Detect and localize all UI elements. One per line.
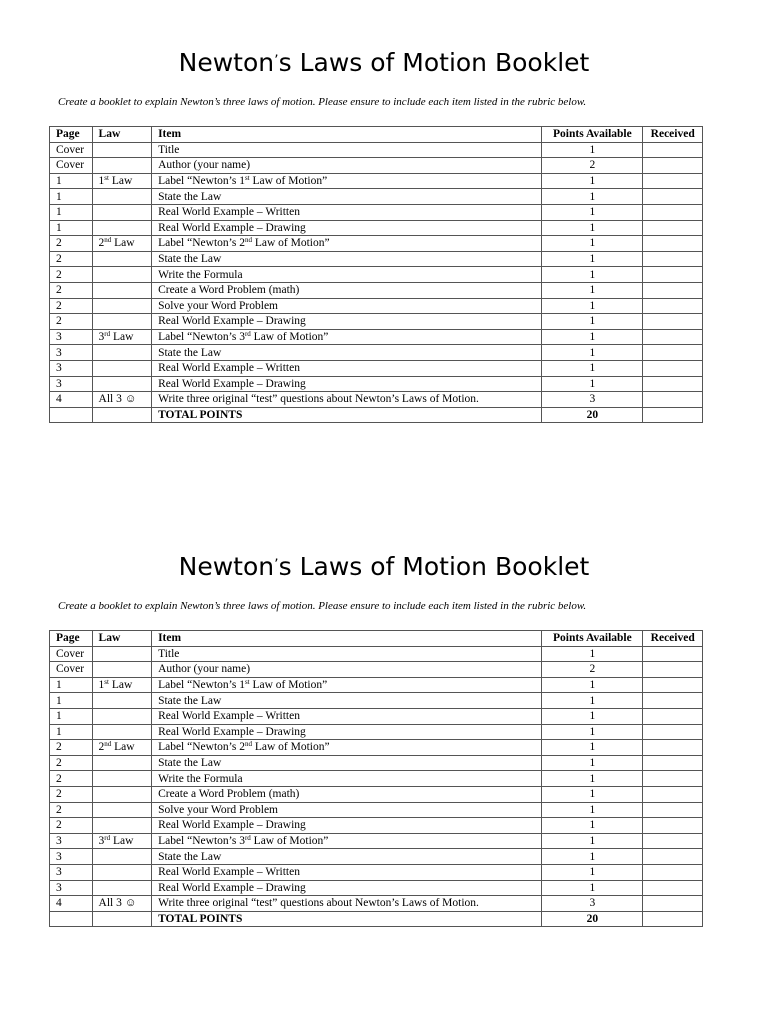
- cell-law: [92, 693, 152, 709]
- cell-received: [643, 298, 703, 314]
- table-row: [50, 267, 703, 283]
- cell-law: [92, 142, 152, 158]
- column-header-law: Law: [92, 127, 152, 143]
- intro-text: Create a booklet to explain Newton’s three laws of motion. Please ensure to include each item listed in the rubric below.: [58, 600, 587, 612]
- page-title: Newton’s Laws of Motion Booklet: [178, 48, 590, 77]
- table-row: [50, 345, 703, 361]
- cell-received: [643, 802, 703, 818]
- table-row: [50, 771, 703, 787]
- total-points: 20: [542, 911, 643, 927]
- cell-law: All 3 ☺: [92, 896, 152, 912]
- column-header-received: Received: [643, 127, 703, 143]
- cell-page: 1: [50, 693, 93, 709]
- cell-page: 3: [50, 849, 93, 865]
- cell-page: 2: [50, 236, 93, 252]
- cell-law: [92, 864, 152, 880]
- cell-law: [92, 204, 152, 220]
- table-row: [50, 189, 703, 205]
- cell-law: All 3 ☺: [92, 392, 152, 408]
- cell-law: [92, 345, 152, 361]
- cell-item: Real World Example – Drawing: [152, 314, 542, 330]
- booklet-2: [0, 547, 768, 925]
- cell-page: Cover: [50, 662, 93, 678]
- cell-page: Cover: [50, 646, 93, 662]
- cell-page: Cover: [50, 158, 93, 174]
- table-row: [50, 818, 703, 834]
- table-row: [50, 158, 703, 174]
- cell-received: [643, 267, 703, 283]
- cell-item: Label “Newton’s 2nd Law of Motion”: [152, 740, 542, 756]
- cell-law: [92, 911, 152, 927]
- cell-received: [643, 786, 703, 802]
- table-row: [50, 251, 703, 267]
- cell-received: [643, 708, 703, 724]
- column-header-item: Item: [152, 631, 542, 647]
- cell-received: [643, 173, 703, 189]
- cell-received: [643, 314, 703, 330]
- cell-item: State the Law: [152, 189, 542, 205]
- cell-page: 3: [50, 329, 93, 345]
- column-header-item: Item: [152, 127, 542, 143]
- cell-law: [92, 376, 152, 392]
- cell-page: 1: [50, 189, 93, 205]
- cell-page: 2: [50, 786, 93, 802]
- cell-points: 1: [542, 298, 643, 314]
- total-label: TOTAL POINTS: [152, 407, 542, 423]
- cell-points: 1: [542, 724, 643, 740]
- cell-points: 1: [542, 376, 643, 392]
- cell-law: [92, 282, 152, 298]
- table-row: [50, 142, 703, 158]
- cell-page: 2: [50, 282, 93, 298]
- cell-law: [92, 220, 152, 236]
- rubric-table: [49, 630, 703, 927]
- cell-received: [643, 833, 703, 849]
- cell-points: 3: [542, 392, 643, 408]
- cell-item: Real World Example – Written: [152, 864, 542, 880]
- cell-page: 2: [50, 802, 93, 818]
- cell-page: 1: [50, 708, 93, 724]
- cell-page: 2: [50, 818, 93, 834]
- cell-law: [92, 251, 152, 267]
- cell-points: 1: [542, 786, 643, 802]
- cell-received: [643, 220, 703, 236]
- cell-page: 4: [50, 896, 93, 912]
- cell-points: 1: [542, 173, 643, 189]
- cell-points: 1: [542, 740, 643, 756]
- cell-law: [92, 708, 152, 724]
- booklet-1: [0, 43, 768, 421]
- cell-received: [643, 282, 703, 298]
- cell-received: [643, 662, 703, 678]
- cell-item: Real World Example – Written: [152, 204, 542, 220]
- cell-page: 2: [50, 755, 93, 771]
- table-row: [50, 204, 703, 220]
- cell-item: Title: [152, 142, 542, 158]
- cell-points: 1: [542, 864, 643, 880]
- rubric-table: [49, 126, 703, 423]
- total-points: 20: [542, 407, 643, 423]
- table-row: [50, 392, 703, 408]
- cell-law: 3rd Law: [92, 329, 152, 345]
- cell-page: [50, 407, 93, 423]
- cell-item: Real World Example – Written: [152, 708, 542, 724]
- table-row: [50, 298, 703, 314]
- cell-law: 2nd Law: [92, 740, 152, 756]
- cell-item: Label “Newton’s 3rd Law of Motion”: [152, 329, 542, 345]
- cell-points: 1: [542, 771, 643, 787]
- column-header-page: Page: [50, 127, 93, 143]
- cell-page: Cover: [50, 142, 93, 158]
- cell-points: 1: [542, 282, 643, 298]
- cell-item: Write the Formula: [152, 771, 542, 787]
- cell-received: [643, 911, 703, 927]
- cell-law: 1st Law: [92, 677, 152, 693]
- cell-received: [643, 880, 703, 896]
- cell-received: [643, 818, 703, 834]
- table-header-row: [50, 631, 703, 647]
- cell-page: 1: [50, 173, 93, 189]
- table-row: [50, 376, 703, 392]
- cell-points: 1: [542, 849, 643, 865]
- cell-item: Solve your Word Problem: [152, 298, 542, 314]
- cell-received: [643, 158, 703, 174]
- cell-points: 1: [542, 220, 643, 236]
- cell-item: Real World Example – Drawing: [152, 880, 542, 896]
- cell-points: 1: [542, 693, 643, 709]
- cell-points: 1: [542, 646, 643, 662]
- cell-item: Write three original “test” questions about Newton’s Laws of Motion.: [152, 896, 542, 912]
- cell-item: Real World Example – Drawing: [152, 818, 542, 834]
- cell-page: 2: [50, 740, 93, 756]
- table-row: [50, 724, 703, 740]
- cell-points: 1: [542, 329, 643, 345]
- cell-received: [643, 677, 703, 693]
- cell-page: 4: [50, 392, 93, 408]
- cell-law: [92, 267, 152, 283]
- cell-received: [643, 329, 703, 345]
- cell-item: Title: [152, 646, 542, 662]
- cell-points: 1: [542, 345, 643, 361]
- table-row: [50, 173, 703, 189]
- cell-received: [643, 392, 703, 408]
- cell-item: Real World Example – Written: [152, 360, 542, 376]
- cell-page: 2: [50, 267, 93, 283]
- cell-points: 1: [542, 236, 643, 252]
- cell-received: [643, 646, 703, 662]
- intro-text: Create a booklet to explain Newton’s three laws of motion. Please ensure to include each item listed in the rubric below.: [58, 96, 587, 108]
- cell-points: 1: [542, 833, 643, 849]
- cell-received: [643, 740, 703, 756]
- cell-item: State the Law: [152, 251, 542, 267]
- table-row: [50, 677, 703, 693]
- table-row: [50, 220, 703, 236]
- cell-page: 1: [50, 724, 93, 740]
- table-row: [50, 314, 703, 330]
- cell-item: Label “Newton’s 3rd Law of Motion”: [152, 833, 542, 849]
- table-row: [50, 740, 703, 756]
- cell-points: 1: [542, 818, 643, 834]
- table-row: [50, 360, 703, 376]
- cell-received: [643, 864, 703, 880]
- table-row: [50, 282, 703, 298]
- cell-points: 1: [542, 267, 643, 283]
- cell-page: [50, 911, 93, 927]
- cell-law: [92, 724, 152, 740]
- cell-points: 1: [542, 251, 643, 267]
- table-row: [50, 755, 703, 771]
- cell-points: 1: [542, 880, 643, 896]
- cell-item: Author (your name): [152, 662, 542, 678]
- cell-points: 1: [542, 204, 643, 220]
- cell-law: [92, 360, 152, 376]
- cell-received: [643, 251, 703, 267]
- column-header-law: Law: [92, 631, 152, 647]
- table-row: [50, 802, 703, 818]
- cell-item: Solve your Word Problem: [152, 802, 542, 818]
- column-header-page: Page: [50, 631, 93, 647]
- cell-received: [643, 849, 703, 865]
- cell-points: 3: [542, 896, 643, 912]
- cell-points: 2: [542, 158, 643, 174]
- cell-points: 1: [542, 314, 643, 330]
- cell-received: [643, 693, 703, 709]
- cell-received: [643, 755, 703, 771]
- cell-law: [92, 189, 152, 205]
- table-row: [50, 662, 703, 678]
- cell-received: [643, 360, 703, 376]
- cell-received: [643, 724, 703, 740]
- cell-item: Write three original “test” questions about Newton’s Laws of Motion.: [152, 392, 542, 408]
- cell-item: Real World Example – Drawing: [152, 724, 542, 740]
- table-row: [50, 880, 703, 896]
- cell-page: 2: [50, 771, 93, 787]
- cell-received: [643, 771, 703, 787]
- cell-law: [92, 771, 152, 787]
- column-header-received: Received: [643, 631, 703, 647]
- cell-points: 2: [542, 662, 643, 678]
- table-row: [50, 693, 703, 709]
- cell-page: 2: [50, 314, 93, 330]
- cell-item: Create a Word Problem (math): [152, 282, 542, 298]
- cell-received: [643, 345, 703, 361]
- cell-page: 1: [50, 677, 93, 693]
- cell-item: Real World Example – Drawing: [152, 376, 542, 392]
- cell-page: 3: [50, 864, 93, 880]
- cell-received: [643, 376, 703, 392]
- cell-law: [92, 662, 152, 678]
- cell-law: 3rd Law: [92, 833, 152, 849]
- cell-page: 1: [50, 204, 93, 220]
- cell-page: 1: [50, 220, 93, 236]
- cell-points: 1: [542, 360, 643, 376]
- cell-page: 3: [50, 360, 93, 376]
- cell-received: [643, 407, 703, 423]
- column-header-points: Points Available: [542, 631, 643, 647]
- cell-item: State the Law: [152, 849, 542, 865]
- table-header-row: [50, 127, 703, 143]
- cell-law: [92, 818, 152, 834]
- table-row: [50, 646, 703, 662]
- cell-law: [92, 802, 152, 818]
- cell-points: 1: [542, 142, 643, 158]
- cell-law: [92, 755, 152, 771]
- table-row: [50, 833, 703, 849]
- cell-received: [643, 142, 703, 158]
- cell-page: 2: [50, 298, 93, 314]
- cell-law: [92, 407, 152, 423]
- column-header-points: Points Available: [542, 127, 643, 143]
- cell-item: Write the Formula: [152, 267, 542, 283]
- cell-law: 2nd Law: [92, 236, 152, 252]
- cell-item: State the Law: [152, 693, 542, 709]
- cell-points: 1: [542, 189, 643, 205]
- cell-received: [643, 236, 703, 252]
- page-title: Newton’s Laws of Motion Booklet: [178, 552, 590, 581]
- cell-law: [92, 314, 152, 330]
- cell-page: 3: [50, 345, 93, 361]
- table-row: [50, 849, 703, 865]
- total-row: [50, 911, 703, 927]
- cell-page: 2: [50, 251, 93, 267]
- cell-law: [92, 158, 152, 174]
- cell-law: [92, 880, 152, 896]
- cell-item: Real World Example – Drawing: [152, 220, 542, 236]
- table-row: [50, 786, 703, 802]
- cell-page: 3: [50, 376, 93, 392]
- cell-item: Label “Newton’s 1st Law of Motion”: [152, 677, 542, 693]
- cell-page: 3: [50, 833, 93, 849]
- cell-law: 1st Law: [92, 173, 152, 189]
- cell-received: [643, 896, 703, 912]
- total-row: [50, 407, 703, 423]
- cell-received: [643, 204, 703, 220]
- cell-points: 1: [542, 708, 643, 724]
- cell-points: 1: [542, 677, 643, 693]
- total-label: TOTAL POINTS: [152, 911, 542, 927]
- cell-received: [643, 189, 703, 205]
- cell-law: [92, 646, 152, 662]
- table-row: [50, 896, 703, 912]
- table-row: [50, 329, 703, 345]
- table-row: [50, 708, 703, 724]
- cell-points: 1: [542, 802, 643, 818]
- cell-item: State the Law: [152, 755, 542, 771]
- cell-points: 1: [542, 755, 643, 771]
- cell-item: Label “Newton’s 1st Law of Motion”: [152, 173, 542, 189]
- table-row: [50, 864, 703, 880]
- cell-law: [92, 849, 152, 865]
- cell-law: [92, 298, 152, 314]
- cell-item: Create a Word Problem (math): [152, 786, 542, 802]
- cell-law: [92, 786, 152, 802]
- cell-item: State the Law: [152, 345, 542, 361]
- cell-page: 3: [50, 880, 93, 896]
- cell-item: Label “Newton’s 2nd Law of Motion”: [152, 236, 542, 252]
- table-row: [50, 236, 703, 252]
- cell-item: Author (your name): [152, 158, 542, 174]
